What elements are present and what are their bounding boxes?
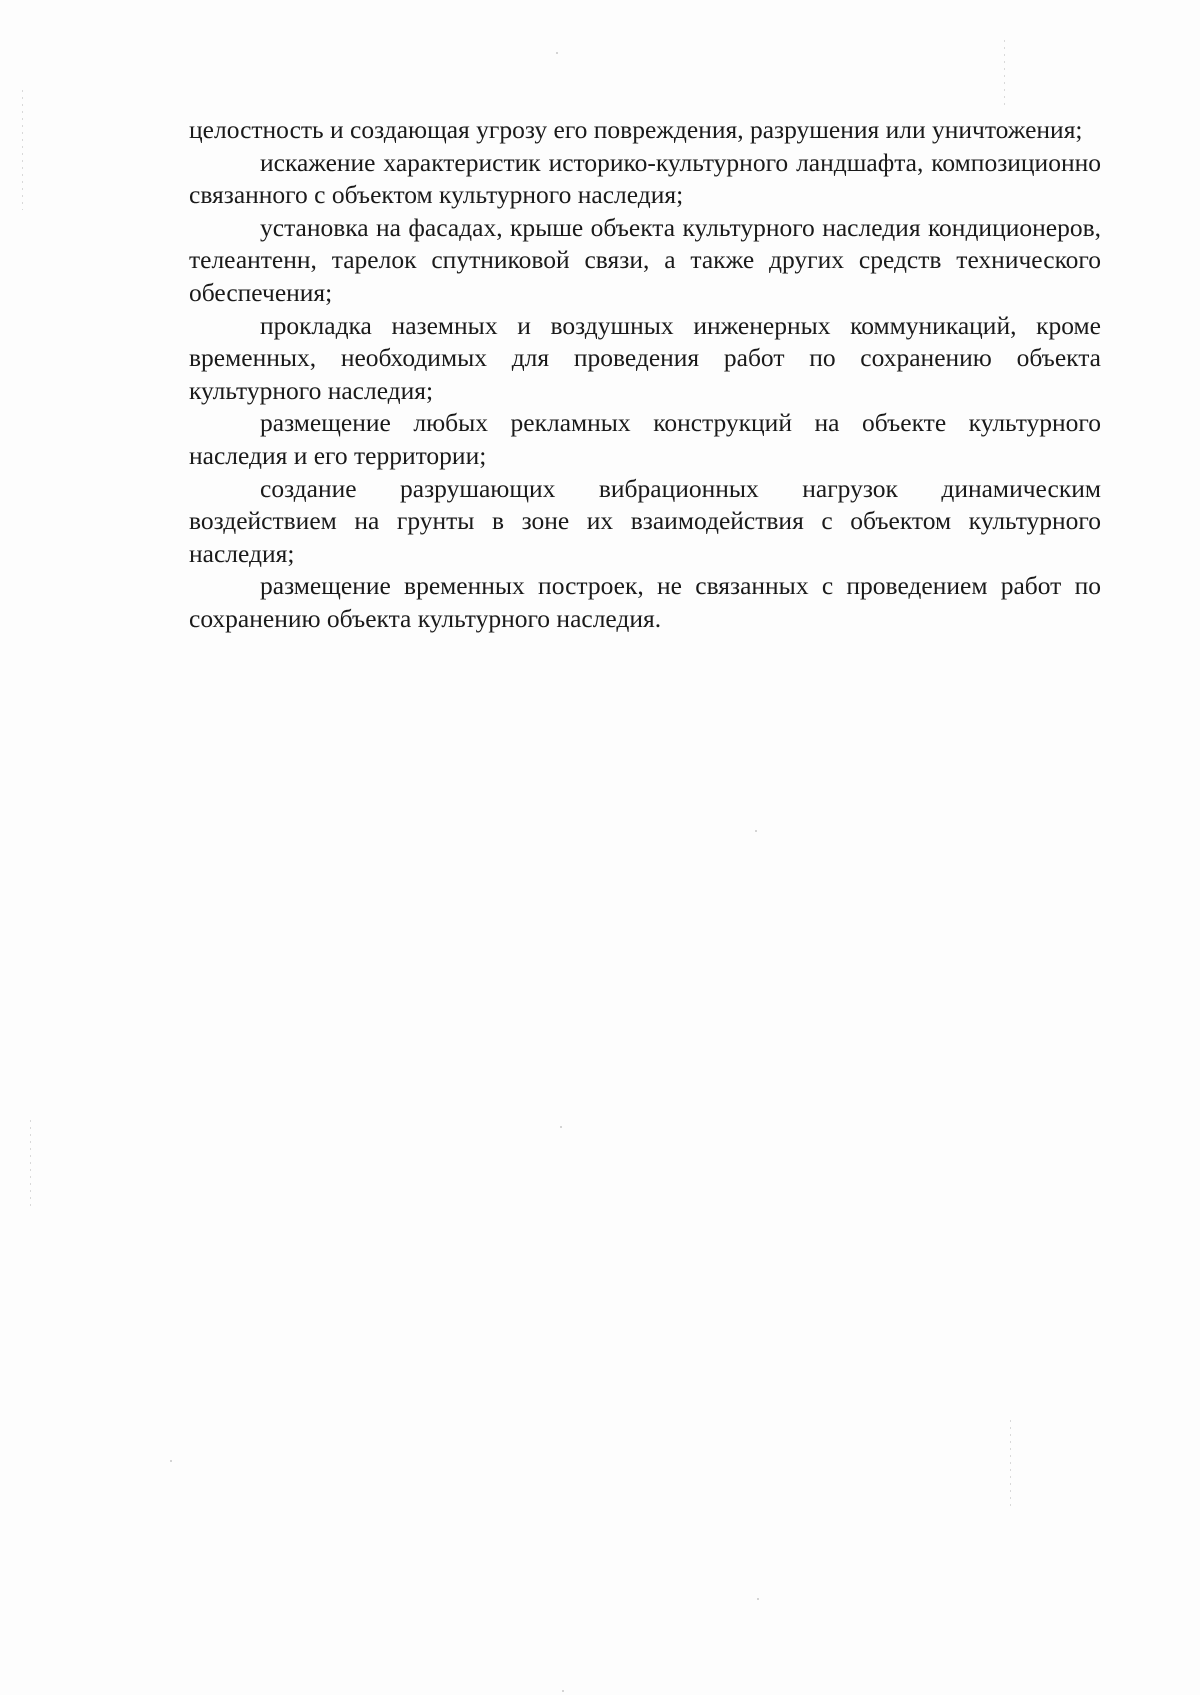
scan-speck	[560, 1126, 562, 1128]
scan-speck	[170, 1460, 172, 1462]
body-paragraph: целостность и создающая угрозу его повреждения, разрушения или уничтожения;	[189, 115, 1083, 144]
body-paragraph: размещение любых рекламных конструкций на объекте культурного наследия и его территории;	[189, 408, 1101, 470]
body-paragraph: размещение временных построек, не связанных с проведением работ по сохранению объекта культурного наследия.	[189, 571, 1101, 633]
body-paragraph: установка на фасадах, крыше объекта культурного наследия кондиционеров, телеантенн, тарелок спутниковой связи, а также других средств технического обеспечения;	[189, 212, 1101, 307]
right-edge-scan-noise	[1004, 40, 1005, 110]
scan-speck	[757, 1598, 759, 1600]
left-edge-scan-noise	[22, 90, 23, 210]
body-paragraph: искажение характеристик историко-культурного ландшафта, композиционно связанного с объектом культурного наследия;	[189, 147, 1101, 210]
body-paragraph: прокладка наземных и воздушных инженерных коммуникаций, кроме временных, необходимых для проведения работ по сохранению объекта культурного наследия;	[189, 310, 1101, 405]
document-body	[189, 114, 1101, 636]
left-edge-scan-noise	[30, 1120, 31, 1210]
scan-speck	[755, 830, 757, 832]
body-paragraph: создание разрушающих вибрационных нагрузок динамическим воздействием на грунты в зоне их взаимодействия с объектом культурного наследия;	[189, 473, 1101, 568]
right-edge-scan-noise	[1010, 1420, 1011, 1510]
scan-speck	[556, 52, 558, 54]
scan-speck	[562, 1690, 564, 1692]
